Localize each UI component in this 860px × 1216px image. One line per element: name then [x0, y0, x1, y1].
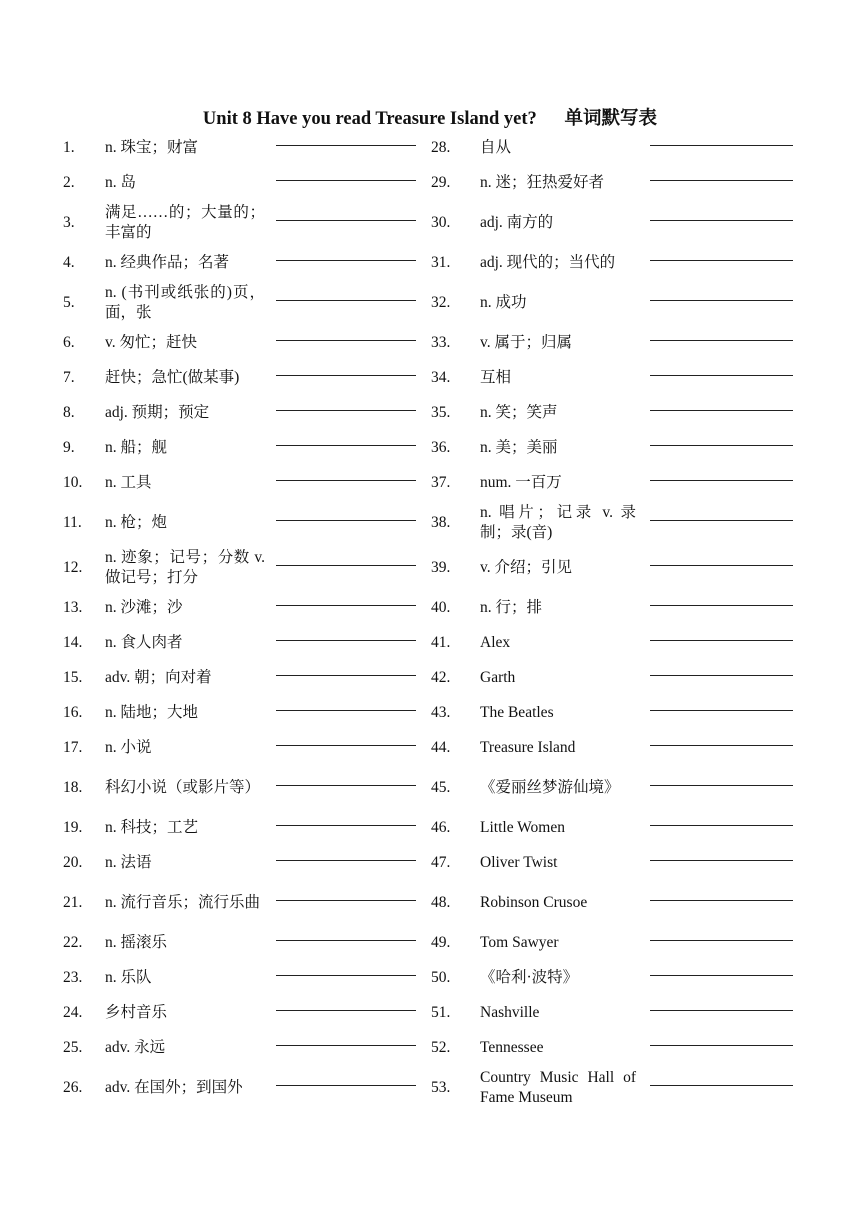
vocab-row — [48, 625, 420, 660]
item-number: 18. — [63, 778, 83, 796]
answer-blank-line[interactable] — [276, 710, 416, 711]
vocab-row — [420, 845, 798, 880]
answer-blank-line[interactable] — [276, 785, 416, 786]
item-number: 13. — [63, 598, 83, 616]
item-meaning: n. 工具 — [105, 473, 152, 491]
item-meaning: 自从 — [480, 138, 512, 156]
vocab-row — [420, 925, 798, 960]
vocab-row — [420, 810, 798, 845]
vocab-row — [48, 430, 420, 465]
item-number: 19. — [63, 818, 83, 836]
vocab-row — [48, 1065, 420, 1110]
item-number: 12. — [63, 558, 83, 576]
item-number: 25. — [63, 1038, 83, 1056]
item-number: 44. — [431, 738, 451, 756]
vocab-row — [420, 765, 798, 810]
answer-blank-line[interactable] — [650, 710, 793, 711]
item-meaning: n. 摇滚乐 — [105, 933, 168, 951]
answer-blank-line[interactable] — [276, 1085, 416, 1086]
item-number: 38. — [431, 513, 451, 531]
answer-blank-line[interactable] — [276, 975, 416, 976]
vocab-row — [48, 730, 420, 765]
item-number: 30. — [431, 213, 451, 231]
item-meaning: 赶快；急忙(做某事) — [105, 368, 240, 386]
item-meaning: adv. 朝；向对着 — [105, 668, 212, 686]
item-number: 26. — [63, 1078, 83, 1096]
item-meaning: The Beatles — [480, 703, 554, 721]
item-meaning: n. 美；美丽 — [480, 438, 558, 456]
item-number: 1. — [63, 138, 75, 156]
item-number: 24. — [63, 1003, 83, 1021]
item-number: 23. — [63, 968, 83, 986]
item-meaning: n. 迹象；记号；分数 v. 做记号；打分 — [105, 548, 265, 586]
vocab-row — [48, 590, 420, 625]
item-meaning: Tom Sawyer — [480, 933, 559, 951]
answer-blank-line[interactable] — [276, 375, 416, 376]
answer-blank-line[interactable] — [650, 900, 793, 901]
answer-blank-line[interactable] — [650, 975, 793, 976]
item-number: 20. — [63, 853, 83, 871]
vocab-row — [48, 995, 420, 1030]
item-number: 4. — [63, 253, 75, 271]
item-meaning: n. 笑；笑声 — [480, 403, 558, 421]
item-number: 28. — [431, 138, 451, 156]
item-meaning: n. 流行音乐；流行乐曲 — [105, 893, 261, 911]
item-meaning: Garth — [480, 668, 516, 686]
answer-blank-line[interactable] — [650, 260, 793, 261]
item-number: 34. — [431, 368, 451, 386]
vocab-row — [420, 625, 798, 660]
vocab-row — [48, 880, 420, 925]
item-meaning: n. 陆地；大地 — [105, 703, 199, 721]
item-number: 22. — [63, 933, 83, 951]
answer-blank-line[interactable] — [650, 745, 793, 746]
item-number: 11. — [63, 513, 82, 531]
answer-blank-line[interactable] — [276, 480, 416, 481]
item-number: 47. — [431, 853, 451, 871]
answer-blank-line[interactable] — [650, 375, 793, 376]
item-number: 41. — [431, 633, 451, 651]
item-meaning: adj. 南方的 — [480, 213, 554, 231]
answer-blank-line[interactable] — [276, 1045, 416, 1046]
vocab-row — [420, 960, 798, 995]
item-number: 52. — [431, 1038, 451, 1056]
answer-blank-line[interactable] — [650, 480, 793, 481]
answer-blank-line[interactable] — [276, 220, 416, 221]
vocab-row — [420, 500, 798, 545]
answer-blank-line[interactable] — [276, 605, 416, 606]
item-meaning: adv. 永远 — [105, 1038, 166, 1056]
item-meaning: n. 迷；狂热爱好者 — [480, 173, 605, 191]
item-meaning: adj. 预期；预定 — [105, 403, 210, 421]
answer-blank-line[interactable] — [276, 1010, 416, 1011]
item-meaning: 科幻小说（或影片等） — [105, 778, 261, 796]
answer-blank-line[interactable] — [650, 565, 793, 566]
item-meaning: n. 岛 — [105, 173, 137, 191]
vocab-row — [420, 165, 798, 200]
item-number: 9. — [63, 438, 75, 456]
item-meaning: v. 介绍；引见 — [480, 558, 572, 576]
vocab-row — [48, 360, 420, 395]
vocab-row — [420, 280, 798, 325]
item-number: 10. — [63, 473, 83, 491]
answer-blank-line[interactable] — [650, 825, 793, 826]
vocab-row — [48, 245, 420, 280]
item-meaning: adj. 现代的；当代的 — [480, 253, 616, 271]
item-meaning: n. 船；舰 — [105, 438, 168, 456]
vocab-row — [420, 130, 798, 165]
vocab-row — [48, 810, 420, 845]
answer-blank-line[interactable] — [276, 340, 416, 341]
answer-blank-line[interactable] — [650, 145, 793, 146]
vocab-row — [420, 880, 798, 925]
answer-blank-line[interactable] — [650, 1085, 793, 1086]
answer-blank-line[interactable] — [650, 1045, 793, 1046]
item-number: 43. — [431, 703, 451, 721]
answer-blank-line[interactable] — [650, 785, 793, 786]
answer-blank-line[interactable] — [276, 260, 416, 261]
answer-blank-line[interactable] — [276, 565, 416, 566]
item-number: 42. — [431, 668, 451, 686]
vocab-row — [48, 545, 420, 590]
item-meaning: Nashville — [480, 1003, 540, 1021]
vocab-row — [420, 660, 798, 695]
item-number: 37. — [431, 473, 451, 491]
vocab-row — [420, 590, 798, 625]
vocab-row — [420, 545, 798, 590]
answer-blank-line[interactable] — [650, 445, 793, 446]
vocab-row — [420, 730, 798, 765]
item-number: 7. — [63, 368, 75, 386]
vocab-row — [420, 360, 798, 395]
item-meaning: Country Music Hall of Fame Museum — [480, 1068, 636, 1106]
vocab-row — [420, 430, 798, 465]
vocab-row — [420, 200, 798, 245]
answer-blank-line[interactable] — [650, 180, 793, 181]
answer-blank-line[interactable] — [276, 520, 416, 521]
item-meaning: Alex — [480, 633, 511, 651]
item-meaning: 互相 — [480, 368, 512, 386]
item-meaning: n. 珠宝；财富 — [105, 138, 199, 156]
item-number: 8. — [63, 403, 75, 421]
item-meaning: n. 沙滩；沙 — [105, 598, 183, 616]
item-number: 16. — [63, 703, 83, 721]
item-number: 31. — [431, 253, 451, 271]
item-meaning: n. 乐队 — [105, 968, 152, 986]
answer-blank-line[interactable] — [650, 605, 793, 606]
vocab-row — [420, 245, 798, 280]
item-number: 40. — [431, 598, 451, 616]
item-meaning: 《哈利·波特》 — [480, 968, 579, 986]
item-meaning: 《爱丽丝梦游仙境》 — [480, 778, 620, 796]
answer-blank-line[interactable] — [650, 860, 793, 861]
item-meaning: n. 小说 — [105, 738, 152, 756]
vocab-row — [420, 325, 798, 360]
vocab-row — [48, 695, 420, 730]
vocab-row — [420, 465, 798, 500]
vocab-row — [48, 325, 420, 360]
answer-blank-line[interactable] — [276, 145, 416, 146]
answer-blank-line[interactable] — [650, 520, 793, 521]
vocab-row — [48, 765, 420, 810]
item-meaning: v. 属于；归属 — [480, 333, 572, 351]
right-column — [420, 130, 798, 1110]
answer-blank-line[interactable] — [276, 900, 416, 901]
item-number: 46. — [431, 818, 451, 836]
item-meaning: Oliver Twist — [480, 853, 558, 871]
answer-blank-line[interactable] — [276, 300, 416, 301]
item-number: 29. — [431, 173, 451, 191]
answer-blank-line[interactable] — [276, 445, 416, 446]
item-number: 45. — [431, 778, 451, 796]
item-meaning: n. 成功 — [480, 293, 527, 311]
item-number: 39. — [431, 558, 451, 576]
vocab-row — [48, 925, 420, 960]
item-meaning: n. 科技；工艺 — [105, 818, 199, 836]
answer-blank-line[interactable] — [276, 675, 416, 676]
item-meaning: n. 经典作品；名著 — [105, 253, 230, 271]
answer-blank-line[interactable] — [650, 640, 793, 641]
item-meaning: Treasure Island — [480, 738, 576, 756]
answer-blank-line[interactable] — [276, 745, 416, 746]
item-number: 53. — [431, 1078, 451, 1096]
item-number: 14. — [63, 633, 83, 651]
vocab-row — [420, 695, 798, 730]
item-meaning: Little Women — [480, 818, 565, 836]
answer-blank-line[interactable] — [650, 410, 793, 411]
answer-blank-line[interactable] — [650, 940, 793, 941]
item-meaning: adv. 在国外；到国外 — [105, 1078, 243, 1096]
vocab-row — [48, 395, 420, 430]
item-number: 48. — [431, 893, 451, 911]
vocab-row — [48, 500, 420, 545]
item-number: 50. — [431, 968, 451, 986]
answer-blank-line[interactable] — [276, 940, 416, 941]
answer-blank-line[interactable] — [650, 300, 793, 301]
vocab-row — [48, 165, 420, 200]
answer-blank-line[interactable] — [276, 180, 416, 181]
item-meaning: 乡村音乐 — [105, 1003, 168, 1021]
vocab-row — [420, 395, 798, 430]
item-number: 2. — [63, 173, 75, 191]
answer-blank-line[interactable] — [276, 860, 416, 861]
vocab-row — [48, 960, 420, 995]
answer-blank-line[interactable] — [276, 640, 416, 641]
item-number: 6. — [63, 333, 75, 351]
item-number: 35. — [431, 403, 451, 421]
left-column — [48, 130, 420, 1110]
item-meaning: Robinson Crusoe — [480, 893, 588, 911]
item-number: 51. — [431, 1003, 451, 1021]
page-title: Unit 8 Have you read Treasure Island yet? 单词默写表 — [202, 109, 658, 129]
vocab-row — [48, 280, 420, 325]
vocab-row — [48, 845, 420, 880]
vocab-row — [48, 660, 420, 695]
vocab-row — [48, 130, 420, 165]
item-meaning: n. 法语 — [105, 853, 152, 871]
vocab-row — [420, 995, 798, 1030]
item-number: 49. — [431, 933, 451, 951]
vocab-row — [420, 1030, 798, 1065]
item-number: 33. — [431, 333, 451, 351]
item-meaning: n. 食人肉者 — [105, 633, 183, 651]
item-meaning: n. (书刊或纸张的)页，面，张 — [105, 283, 265, 321]
item-number: 3. — [63, 213, 75, 231]
item-number: 5. — [63, 293, 75, 311]
answer-blank-line[interactable] — [650, 675, 793, 676]
vocab-row — [420, 1065, 798, 1110]
item-number: 36. — [431, 438, 451, 456]
item-number: 32. — [431, 293, 451, 311]
answer-blank-line[interactable] — [650, 220, 793, 221]
item-meaning: 满足……的；大量的；丰富的 — [105, 203, 265, 241]
vocab-row — [48, 1030, 420, 1065]
answer-blank-line[interactable] — [276, 825, 416, 826]
item-meaning: v. 匆忙；赶快 — [105, 333, 197, 351]
answer-blank-line[interactable] — [650, 340, 793, 341]
vocab-row — [48, 465, 420, 500]
item-meaning: n. 枪；炮 — [105, 513, 168, 531]
vocab-row — [48, 200, 420, 245]
item-number: 17. — [63, 738, 83, 756]
item-number: 15. — [63, 668, 83, 686]
item-number: 21. — [63, 893, 83, 911]
answer-blank-line[interactable] — [650, 1010, 793, 1011]
item-meaning: Tennessee — [480, 1038, 544, 1056]
item-meaning: num. 一百万 — [480, 473, 562, 491]
item-meaning: n. 唱片；记录 v. 录制；录(音) — [480, 503, 636, 541]
answer-blank-line[interactable] — [276, 410, 416, 411]
item-meaning: n. 行；排 — [480, 598, 543, 616]
